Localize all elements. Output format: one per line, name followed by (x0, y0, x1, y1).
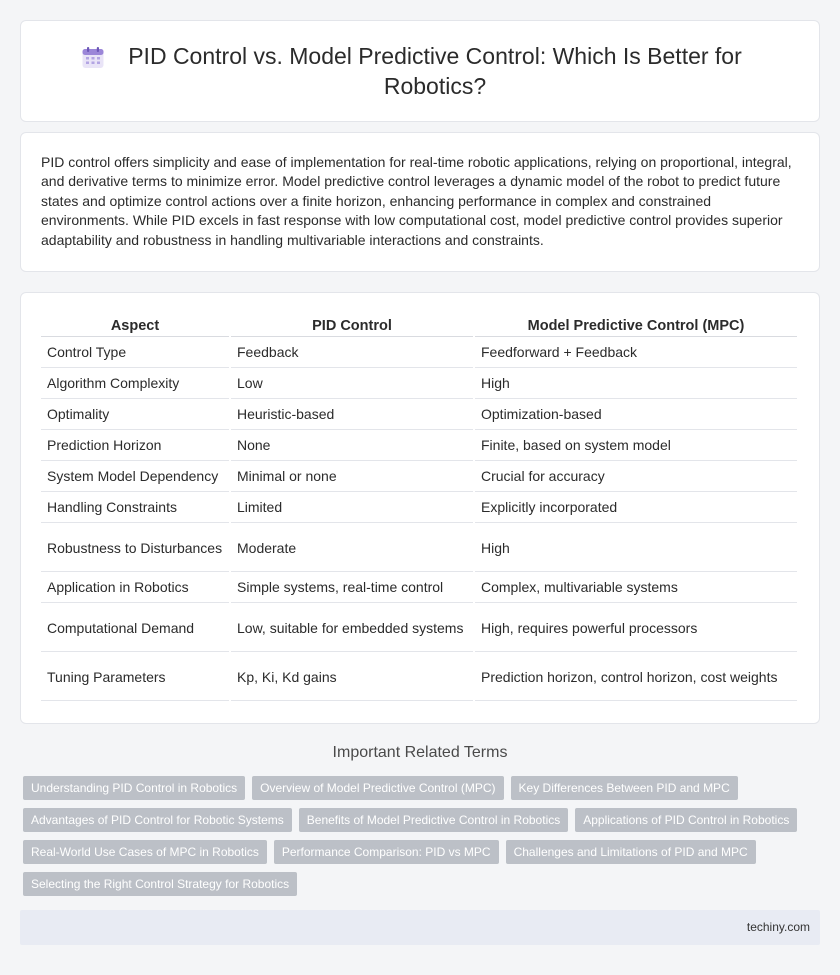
table-cell: Heuristic-based (231, 399, 473, 430)
table-cell: Tuning Parameters (41, 652, 229, 701)
table-row (41, 492, 797, 523)
related-tag[interactable]: Selecting the Right Control Strategy for Robotics (23, 872, 297, 896)
related-tag[interactable]: Understanding PID Control in Robotics (23, 776, 245, 800)
page-title: PID Control vs. Model Predictive Control: Which Is Better for Robotics? (128, 43, 742, 99)
related-tag[interactable]: Benefits of Model Predictive Control in Robotics (299, 808, 568, 832)
table-row (41, 430, 797, 461)
table-cell: Prediction horizon, control horizon, cost weights (475, 652, 797, 701)
table-cell: Prediction Horizon (41, 430, 229, 461)
table-row (41, 523, 797, 572)
table-cell: Low, suitable for embedded systems (231, 603, 473, 652)
table-row (41, 461, 797, 492)
table-cell: Minimal or none (231, 461, 473, 492)
table-row (41, 337, 797, 368)
table-row (41, 572, 797, 603)
table-cell: Optimality (41, 399, 229, 430)
table-cell: Complex, multivariable systems (475, 572, 797, 603)
table-cell: Moderate (231, 523, 473, 572)
column-header-aspect: Aspect (41, 314, 229, 337)
table-cell: Control Type (41, 337, 229, 368)
related-tag[interactable]: Advantages of PID Control for Robotic Systems (23, 808, 292, 832)
intro-card (20, 132, 820, 272)
table-cell: High (475, 523, 797, 572)
related-tag[interactable]: Applications of PID Control in Robotics (575, 808, 797, 832)
comparison-card (20, 292, 820, 724)
table-row (41, 368, 797, 399)
related-tag[interactable]: Challenges and Limitations of PID and MPC (506, 840, 756, 864)
table-cell: Crucial for accuracy (475, 461, 797, 492)
table-cell: Application in Robotics (41, 572, 229, 603)
table-cell: System Model Dependency (41, 461, 229, 492)
table-cell: Handling Constraints (41, 492, 229, 523)
related-terms-title: Important Related Terms (332, 744, 508, 761)
title-card (20, 20, 820, 122)
table-cell: Optimization-based (475, 399, 797, 430)
table-cell: Simple systems, real-time control (231, 572, 473, 603)
table-cell: Limited (231, 492, 473, 523)
related-terms-tags (23, 776, 813, 904)
table-header-row (41, 314, 797, 337)
table-cell: High (475, 368, 797, 399)
table-cell: Low (231, 368, 473, 399)
table-cell: None (231, 430, 473, 461)
table-cell: Computational Demand (41, 603, 229, 652)
column-header-mpc: Model Predictive Control (MPC) (475, 314, 797, 337)
table-cell: Feedback (231, 337, 473, 368)
table-cell: Explicitly incorporated (475, 492, 797, 523)
table-cell: Robustness to Disturbances (41, 523, 229, 572)
footer (20, 910, 820, 945)
intro-paragraph: PID control offers simplicity and ease of implementation for real-time robotic applications, relying on proportional, integral, and derivative terms to minimize error. Model predictive control leverages a dynamic model of the robot to predict future states and optimize control actions over a finite horizon, enhancing performance in complex and constrained environments. While PID excels in fast response with low computational cost, model predictive control provides superior adaptability and robustness in handling multivariable interactions and constraints. (41, 154, 792, 248)
table-row (41, 652, 797, 701)
table-cell: Feedforward + Feedback (475, 337, 797, 368)
related-tag[interactable]: Key Differences Between PID and MPC (511, 776, 738, 800)
footer-site-link[interactable]: techiny.com (746, 920, 810, 934)
table-cell: Kp, Ki, Kd gains (231, 652, 473, 701)
column-header-pid: PID Control (231, 314, 473, 337)
table-row (41, 603, 797, 652)
table-cell: Algorithm Complexity (41, 368, 229, 399)
comparison-table (39, 314, 799, 701)
table-row (41, 399, 797, 430)
table-cell: High, requires powerful processors (475, 603, 797, 652)
table-cell: Finite, based on system model (475, 430, 797, 461)
related-tag[interactable]: Real-World Use Cases of MPC in Robotics (23, 840, 267, 864)
related-tag[interactable]: Performance Comparison: PID vs MPC (274, 840, 499, 864)
related-tag[interactable]: Overview of Model Predictive Control (MPC) (252, 776, 503, 800)
